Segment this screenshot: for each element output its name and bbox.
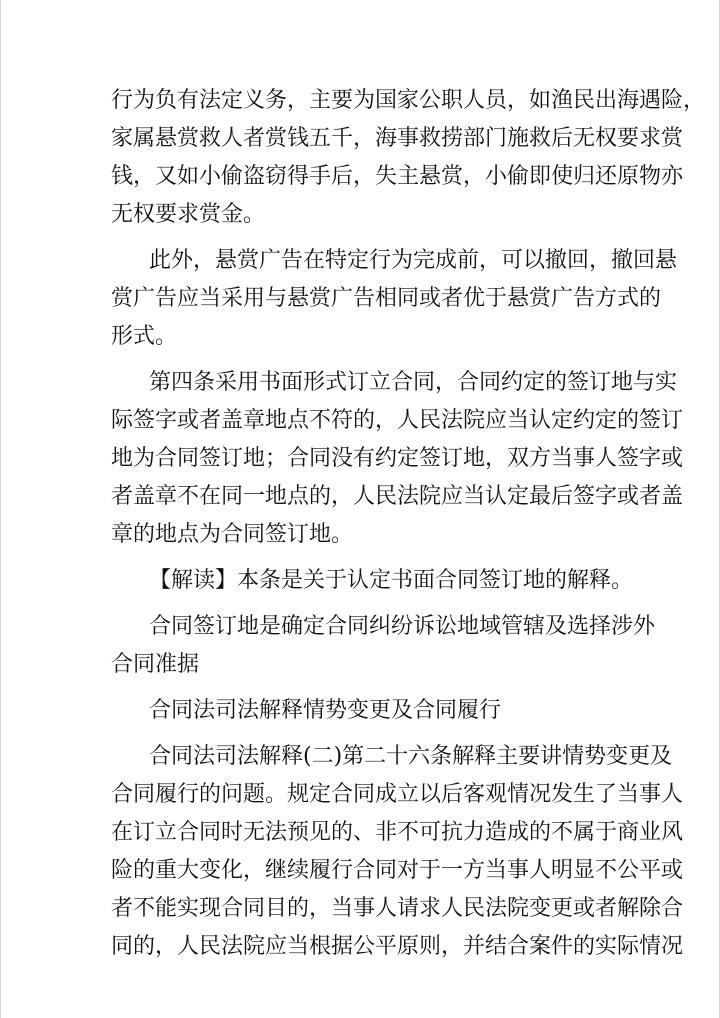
text-line: 在订立合同时无法预见的、非不可抗力造成的不属于商业风 <box>111 820 684 845</box>
paragraph-gap <box>111 730 613 738</box>
text-line: 行为负有法定义务，主要为国家公职人员，如渔民出海遇险， <box>111 88 706 113</box>
text-line: 【解读】本条是关于认定书面合同签订地的解释。 <box>149 568 634 593</box>
paragraph <box>111 692 613 730</box>
text-line: 家属悬赏救人者赏钱五千，海事救捞部门施救后无权要求赏 <box>111 126 684 151</box>
paragraph-gap <box>111 234 613 242</box>
text-line: 章的地点为合同签订地。 <box>111 522 354 547</box>
paragraph <box>111 242 678 356</box>
text-line: 险的重大变化，继续履行合同对于一方当事人明显不公平或 <box>111 858 684 883</box>
paragraph-gap <box>111 600 613 608</box>
text-line: 合同法司法解释情势变更及合同履行 <box>149 698 502 723</box>
text-line: 合同履行的问题。规定合同成立以后客观情况发生了当事人 <box>111 782 684 807</box>
paragraph <box>111 738 684 966</box>
text-line: 地为合同签订地；合同没有约定签订地，双方当事人签字或 <box>111 446 684 471</box>
paragraph <box>111 562 634 600</box>
text-line: 第四条采用书面形式订立合同，合同约定的签订地与实 <box>149 370 678 395</box>
paragraph-gap <box>111 554 613 562</box>
text-line: 形式。 <box>111 324 178 349</box>
text-line: 同的，人民法院应当根据公平原则，并结合案件的实际情况 <box>111 934 684 959</box>
text-line: 无权要求赏金。 <box>111 202 266 227</box>
text-line: 际签字或者盖章地点不符的，人民法院应当认定约定的签订 <box>111 408 684 433</box>
paragraph-gap <box>111 356 613 364</box>
paragraph <box>111 608 656 684</box>
paragraph <box>111 82 706 234</box>
text-line: 合同准据 <box>111 652 200 677</box>
text-line: 钱，又如小偷盗窃得手后，失主悬赏，小偷即使归还原物亦 <box>111 164 684 189</box>
text-line: 者不能实现合同目的，当事人请求人民法院变更或者解除合 <box>111 896 684 921</box>
text-line: 合同签订地是确定合同纠纷诉讼地域管辖及选择涉外 <box>149 614 656 639</box>
paragraph-gap <box>111 684 613 692</box>
text-line: 者盖章不在同一地点的，人民法院应当认定最后签字或者盖 <box>111 484 684 509</box>
paragraph <box>111 364 684 554</box>
document-body <box>111 82 706 966</box>
text-line: 赏广告应当采用与悬赏广告相同或者优于悬赏广告方式的 <box>111 286 662 311</box>
text-line: 合同法司法解释(二)第二十六条解释主要讲情势变更及 <box>149 744 673 769</box>
text-line: 此外，悬赏广告在特定行为完成前，可以撤回，撤回悬 <box>149 248 678 273</box>
